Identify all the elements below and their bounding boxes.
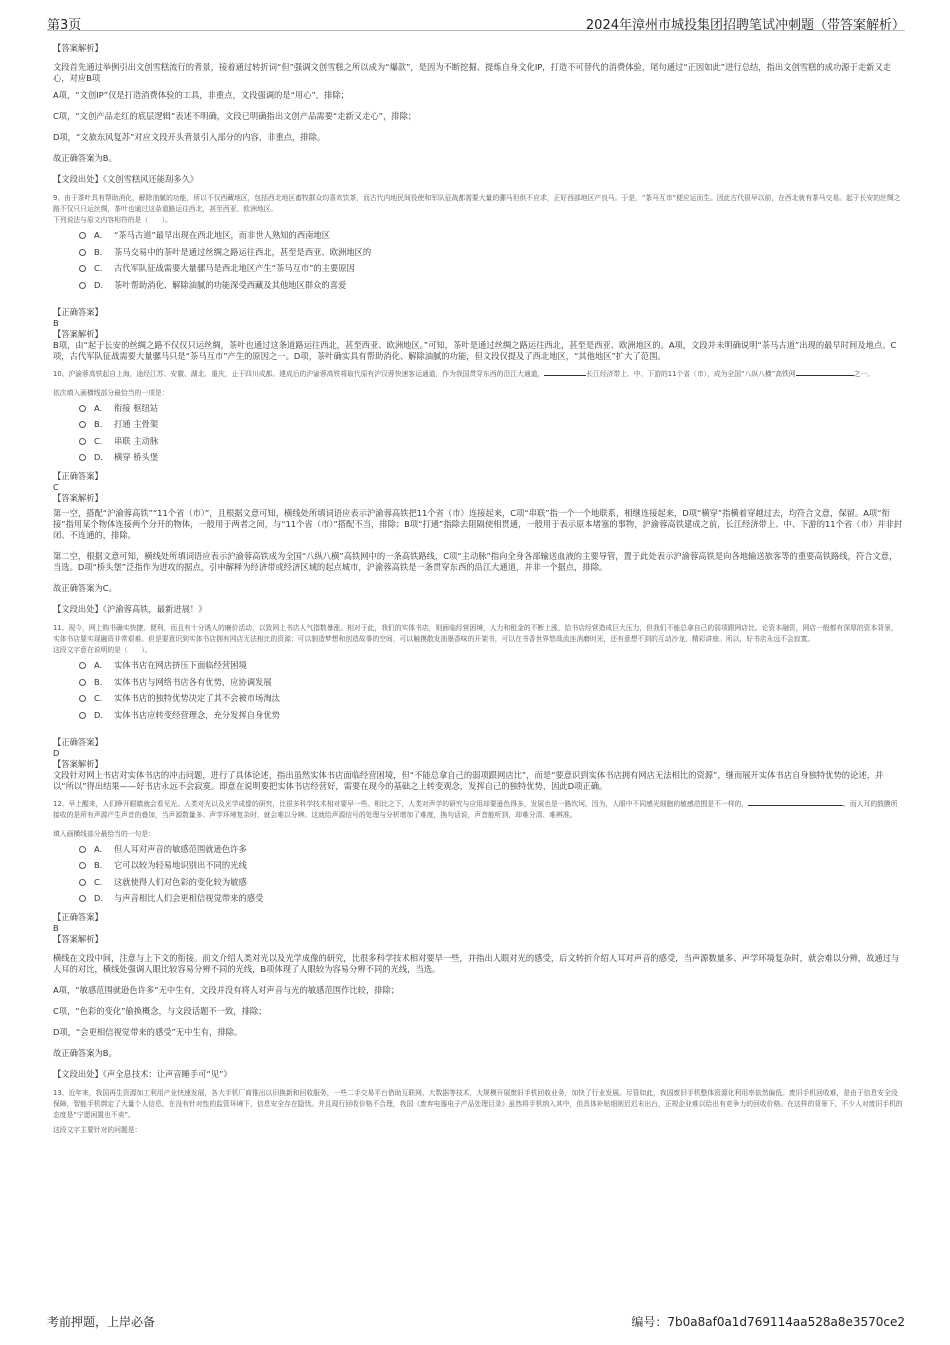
option-a[interactable]: A． 衔接 枢纽站 <box>79 403 903 414</box>
question-9 <box>53 193 903 362</box>
analysis-label: 【答案解析】 <box>53 758 103 769</box>
radio-icon[interactable] <box>79 438 86 445</box>
analysis-text: B项，由“起于长安的丝绸之路不仅仅只运丝绸，茶叶也通过这条道路运往西北，甚至西亚、欧洲地区。”可知，茶叶是通过丝绸之路运往西北，甚至是西亚、欧洲地区的。A项，文段并未明确说明“茶马古道”出现的最早时间及地点。C项，古代军队征战需要大量骡马只是“茶马互市”产生的原因之一。D项，茶叶确实具有帮助消化、解除油腻的功能，但文段仅提及了西北地区，“其他地区”扩大了范围。 <box>53 339 897 361</box>
conclusion: 故正确答案为B。 <box>53 1048 117 1058</box>
option-d[interactable]: D． 横穿 桥头堡 <box>79 452 903 463</box>
radio-icon[interactable] <box>79 421 86 428</box>
radio-icon[interactable] <box>79 249 86 256</box>
option-a[interactable]: A． 但人耳对声音的敏感范围就逊色许多 <box>79 844 903 855</box>
option-b[interactable]: B． 打通 主骨架 <box>79 419 903 430</box>
analysis-label: 【答案解析】 <box>53 43 103 53</box>
content-area <box>53 43 903 1136</box>
option-d[interactable]: D． 茶叶帮助消化、解除油腻的功能深受西藏及其他地区群众的喜爱 <box>79 280 903 291</box>
question-stem: 13、近年来，我国再生资源加工利用产业快速发展，各大手机厂商推出以旧换新和回收服务，一些二手交易平台借助互联网、大数据等技术，大规模开展废旧手机回收业务，加快了行业发展。尽管如此，我国废旧手机整体资源化利用率依然偏低。废旧手机回收难，是由于信息安全没保障，智能手机绑定了大量个人信息，在没有针对性的监管环境下，信息安全存在隐忧。并且现行回收价格不合理，我国《废弃电器电子产品处理目录》虽然将手机纳入其中，但具体补贴细则迟迟未出台，正规企业难以给出有竞争力的回收价格。在这样的背景下，不少人对废旧手机的态度是“宁愿闲置也不卖”。 <box>53 1089 903 1119</box>
blank-line <box>544 368 586 376</box>
question-ask: 这段文字主要针对的问题是： <box>53 1126 142 1134</box>
answer-value: C <box>53 482 59 492</box>
question-ask: 填入画横线部分最恰当的一句是： <box>53 829 155 838</box>
option-d[interactable]: D． 实体书店应转变经营理念，充分发挥自身优势 <box>79 710 903 721</box>
question-stem: 9、由于茶叶具有帮助消化，解除油腻的功能，所以不仅西藏地区，包括西北地区畜牧群众均喜欢饮茶，而古代内地民间役使和军队征战都需要大量的骡马但供不应求，正好西部地区产良马。于是，“茶马互市”便应运而生。因此古代很早以前，在西北就有茶马交易。起于长安的丝绸之路不仅只只运丝绸，茶叶也通过这条道路运往西北，甚至西亚、欧洲地区。 <box>53 194 901 213</box>
question-12 <box>53 798 903 1081</box>
radio-icon[interactable] <box>79 895 86 902</box>
option-b[interactable]: B． 茶马交易中的茶叶是通过丝绸之路运往西北，甚至是西亚、欧洲地区的 <box>79 247 903 258</box>
page-header <box>47 10 905 31</box>
options <box>79 403 903 464</box>
question-ask: 这段文字意在说明的是（ ）。 <box>53 646 152 654</box>
option-c[interactable]: C． 这就使得人们对色彩的变化较为敏感 <box>79 877 903 888</box>
footer-slogan: 考前押题，上岸必备 <box>47 1315 156 1329</box>
analysis-text: 文段针对网上书店对实体书店的冲击问题，进行了具体论述，指出虽然实体书店面临经营困境，但“不能总拿自己的弱项跟网店比”，而是“要意识到实体书店拥有网店无法相比的资源”，继而展开实体书店自身独特优势的论述，并以“所以”得出结果——好书店永远不会寂寞。即意在说明要把实体书店经营好，需要在现今的基础之上转变观念，发挥自己的独特优势，因此D项正确。 <box>53 769 884 791</box>
analysis-text-1: 第一空，搭配“沪渝蓉高铁”“11个省（市）”，且根据文意可知，横线处所填词语应表示沪渝蓉高铁把11个省（市）连接起来，C项“串联”指一个一个地联系，相继连接起来，D项“横穿”指横着穿越过去，均符合文意，保留。A项“衔接”指用某个物体连接两个分开的物体，一般用于两者之间，与“11个省（市）”搭配不当，排除；B项“打通”指除去阻隔使相贯通，一般用于表示原本堵塞的事物，沪渝蓉高铁建成之前，长江经济带上、中、下游的11个省（市）并非封闭、不连通的，排除。 <box>53 508 902 540</box>
radio-icon[interactable] <box>79 232 86 239</box>
analysis-label: 【答案解析】 <box>53 328 103 339</box>
source: 【文段出处】《文创雪糕风还能刮多久》 <box>53 174 199 184</box>
answer-label: 【正确答案】 <box>53 306 103 317</box>
analysis-option-d: D项，“文旅东风复苏”对应文段开头背景引入部分的内容，非重点，排除。 <box>53 132 326 142</box>
conclusion: 故正确答案为B。 <box>53 153 117 163</box>
page-number: 第3页 <box>47 18 82 33</box>
answer-label: 【正确答案】 <box>53 471 103 481</box>
option-a[interactable]: A． 实体书店在网店挤压下面临经营困境 <box>79 660 903 671</box>
blank-line <box>748 798 843 806</box>
question-13 <box>53 1088 903 1136</box>
option-c[interactable]: C． 古代军队征战需要大量骡马是西北地区产生“茶马互市”的主要原因 <box>79 263 903 274</box>
radio-icon[interactable] <box>79 454 86 461</box>
option-c[interactable]: C． 串联 主动脉 <box>79 436 903 447</box>
analysis-option-c: C项，“色彩的变化”偷换概念，与文段话题不一致，排除； <box>53 1006 267 1016</box>
source: 【文段出处】《沪渝蓉高铁，最新进展！》 <box>53 604 207 614</box>
analysis-option-a: A项，“敏感范围就逊色许多”无中生有，文段并没有将人对声音与光的敏感范围作比较，排除； <box>53 985 400 995</box>
radio-icon[interactable] <box>79 662 86 669</box>
analysis-label: 【答案解析】 <box>53 493 103 503</box>
answer-value: B <box>53 317 59 328</box>
analysis-option-a: A项，“文创IP”仅是打造消费体验的工具，非重点，文段强调的是“用心”，排除； <box>53 90 349 100</box>
answer-value: B <box>53 923 59 933</box>
option-a[interactable]: A． “茶马古道”最早出现在西北地区，而非世人熟知的西南地区 <box>79 230 903 241</box>
question-stem: 11、现今，网上购书确实快捷、便利，而且有十分诱人的廉价活动，以致网上书店人气指数暴涨。相对于此，我们的实体书店，则面临经营困境，人力和租金的不断上涨，给书店经营造成巨大压力，但我们不能总拿自己的弱项跟网店比。论资本融资，网店一般都有深厚的资本背景，实体书店要实现融资非常艰难。但是要意识到实体书店拥有网店无法相比的资源：可以制造梦想和创造故事的空间，可以触摸散发油墨香味的开架书，可以在书香世界悠哉流连消磨时光，还有意想不到的互动沙龙，精彩讲座。所以，好书店永远不会寂寞。 <box>53 624 898 643</box>
question-ask: 下列说法与原文内容相符的是（ ）。 <box>53 216 172 224</box>
conclusion: 故正确答案为C。 <box>53 583 117 593</box>
document-code: 编号：7b0a8af0a1d769114aa528a8e3570ce2 <box>631 1315 905 1329</box>
radio-icon[interactable] <box>79 862 86 869</box>
analysis-text: 文段首先通过举例引出文创雪糕流行的背景，接着通过转折词“但”强调文创雪糕之所以成为“爆款”，是因为不断挖掘、提炼自身文化IP，打造不可替代的消费体验，尾句通过“正因如此”进行总结，指出文创雪糕的成功源于走新又走心，对应B项 <box>53 62 892 83</box>
analysis-text-2: 第二空，根据文意可知，横线处所填词语应表示沪渝蓉高铁成为全国“八纵八横”高铁网中的一条高铁路线，C项“主动脉”指向全身各部输送血液的主要导管，置于此处表示沪渝蓉高铁是向各地输送旅客等的重要高铁路线，符合文意，当选。D项“桥头堡”泛指作为进攻的据点，引申解释为经济带或经济区域的起点城市，沪渝蓉高铁是一条贯穿东西的沿江大通道，并非一个据点，排除。 <box>53 551 898 572</box>
answer-label: 【正确答案】 <box>53 736 103 747</box>
analysis-text: 横线在文段中间，注意与上下文的衔接。前文介绍人类对光以及光学成像的研究，比很多科学技术相对要早一些，并指出人眼对光的感受，后文转折介绍人耳对声音的感受，当声源数量多、声学环境复杂时，就会难以分辨，故通过与人耳的对比，横线处强调人眼比较容易分辨不同的光线，B项体现了人眼较为容易分辨不同的光线，当选。 <box>53 953 900 974</box>
radio-icon[interactable] <box>79 679 86 686</box>
question-stem: 12、早上醒来，人们睁开眼睛就会看见光。人类对光以及光学成像的研究，比很多科学技术相对要早一些。相比之下，人类对声学的研究与应用却要逊色得多，发展也是一路坎坷。因为，人眼中不同感光细胞的敏感范围是不一样的， 。而人耳的鼓膜所接收的是所有声源产生声音的叠加，当声源数量多、声学环境复杂时，就会难以分辨。这就给声源信号的处理与分析增加了难度，换句话说，声音能听到，却难分清、难辨准。 <box>53 799 898 819</box>
source: 【文段出处】《声全息技术：让声音睡手可“见”》 <box>53 1069 232 1079</box>
options <box>79 230 903 291</box>
question-11 <box>53 623 903 792</box>
radio-icon[interactable] <box>79 265 86 272</box>
radio-icon[interactable] <box>79 712 86 719</box>
question-10 <box>53 368 903 616</box>
radio-icon[interactable] <box>79 695 86 702</box>
analysis-option-d: D项，“会更相信视觉带来的感受”无中生有，排除。 <box>53 1027 243 1037</box>
question-ask: 依次填入画横线部分最恰当的一项是： <box>53 388 169 397</box>
answer-label: 【正确答案】 <box>53 912 103 922</box>
radio-icon[interactable] <box>79 405 86 412</box>
blank-line <box>796 368 854 376</box>
option-b[interactable]: B． 它可以较为轻易地识别出不同的光线 <box>79 860 903 871</box>
option-d[interactable]: D． 与声音相比人们会更相信视觉带来的感受 <box>79 893 903 904</box>
radio-icon[interactable] <box>79 879 86 886</box>
question-stem: 10、沪渝蓉高铁起自上海，途经江苏、安徽、湖北、重庆，止于四川成都。建成后的沪渝蓉高铁将取代原有沪汉蓉快速客运通道，作为我国贯穿东西的沿江大通道， 长江经济带上、中、下游的11个省（市），成为全国“八纵八横”高铁网 之一。 <box>53 369 875 378</box>
analysis-label: 【答案解析】 <box>53 934 103 944</box>
radio-icon[interactable] <box>79 846 86 853</box>
page-footer <box>47 1313 905 1331</box>
document-title: 2024年漳州市城投集团招聘笔试冲刺题（带答案解析） <box>585 18 905 33</box>
analysis-option-c: C项，“文创产品走红的底层逻辑”表述不明确，文段已明确指出文创产品需要“走新又走心”，排除； <box>53 111 417 121</box>
option-c[interactable]: C． 实体书店的独特优势决定了其不会被市场淘汰 <box>79 693 903 704</box>
radio-icon[interactable] <box>79 282 86 289</box>
option-b[interactable]: B． 实体书店与网络书店各有优势，应协调发展 <box>79 677 903 688</box>
options <box>79 844 903 905</box>
question-8-analysis <box>53 43 903 185</box>
options <box>79 660 903 721</box>
answer-value: D <box>53 747 60 758</box>
